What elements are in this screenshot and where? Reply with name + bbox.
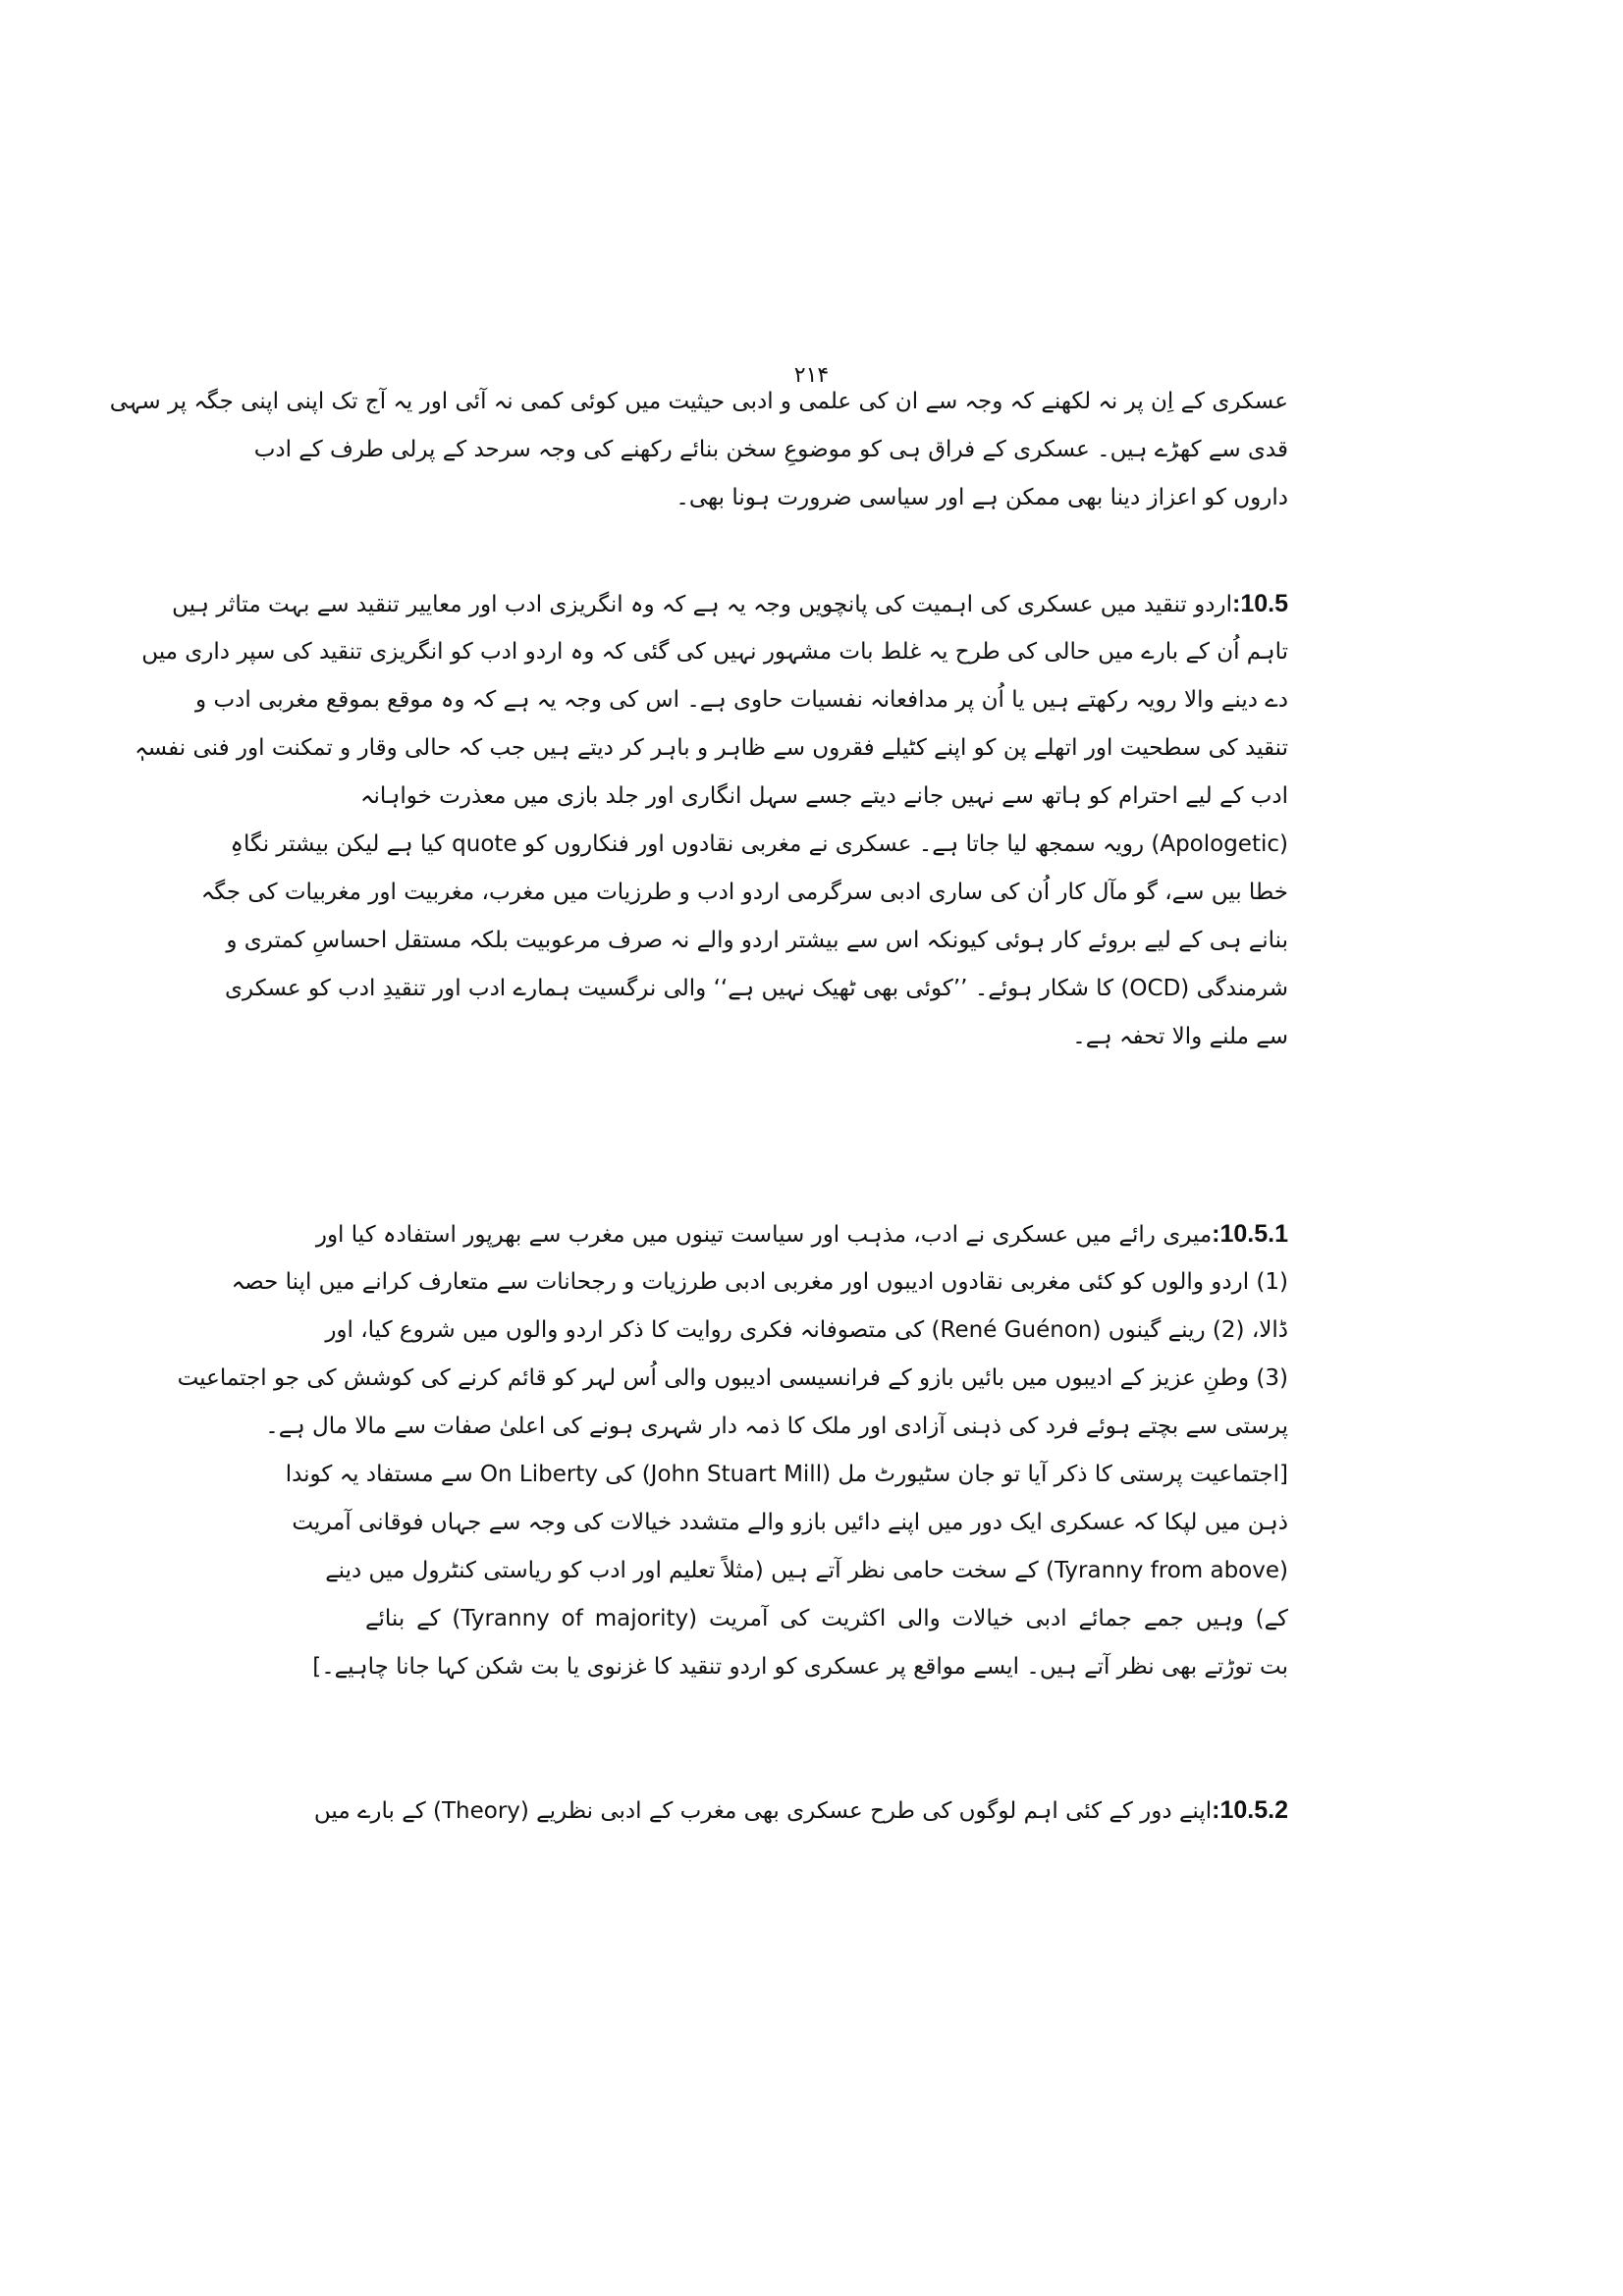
text-run: میری رائے میں عسکری نے ادب، مذہب اور سیاست تینوں میں مغرب سے بھرپور استفادہ کیا اور xyxy=(315,1222,1213,1248)
paragraph-continuation xyxy=(109,378,1288,522)
paragraph-10-5 xyxy=(135,580,1288,1061)
text-line: بنانے ہی کے لیے بروئے کار ہوئی کیونکہ اس سے بیشتر اردو والے نہ صرف مرعوبیت بلکہ مستقل احساسِ کمتری و xyxy=(226,928,1288,953)
text-line xyxy=(313,1787,1288,1835)
text-line xyxy=(172,580,1288,628)
text-line: (1) اردو والوں کو کئی مغربی نقادوں ادیبوں اور مغربی ادبی طرزیات و رجحانات سے متعارف کرانے میں اپنا حصہ xyxy=(231,1269,1288,1295)
text-line: سے ملنے والا تحفہ ہے۔ xyxy=(1072,1024,1288,1049)
text-line: شرمندگی (OCD) کا شکار ہوئے۔ ’’کوئی بھی ٹھیک نہیں ہے‘‘ والی نرگسیت ہمارے ادب اور تنقیدِ ادب کو عسکری xyxy=(225,976,1288,1001)
text-line: داروں کو اعزاز دینا بھی ممکن ہے اور سیاسی ضرورت ہونا بھی۔ xyxy=(676,485,1288,510)
text-run: اپنے دور کے کئی اہم لوگوں کی طرح عسکری بھی مغرب کے ادبی نظریے (Theory) کے بارے میں xyxy=(313,1798,1213,1824)
paragraph-number: 10.5: xyxy=(1232,590,1288,617)
text-line: بت توڑتے بھی نظر آتے ہیں۔ ایسے مواقع پر عسکری کو اردو تنقید کا غزنوی یا بت شکن کہا جانا چاہیے۔] xyxy=(312,1654,1288,1680)
text-line: (Tyranny from above) کے سخت حامی نظر آتے ہیں (مثلاً تعلیم اور ادب کو ریاستی کنٹرول میں دینے xyxy=(325,1558,1288,1583)
paragraph-number: 10.5.1: xyxy=(1212,1220,1288,1248)
text-line: (Apologetic) رویہ سمجھ لیا جاتا ہے۔ عسکری نے مغربی نقادوں اور فنکاروں کو quote کیا ہے لیکن بیشتر نگاہِ xyxy=(230,831,1288,857)
text-line: خطا بیں سے، گو مآل کار اُن کی ساری ادبی سرگرمی اردو ادب و طرزیات میں مغرب، مغربیت اور مغربیات کی جگہ xyxy=(200,880,1288,905)
text-line: عسکری کے اِن پر نہ لکھنے کہ وجہ سے ان کی علمی و ادبی حیثیت میں کوئی کمی نہ آئی اور یہ آج تک اپنی اپنی جگہ پر سہی xyxy=(109,389,1288,414)
text-line: تاہم اُن کے بارے میں حالی کی طرح یہ غلط بات مشہور نہیں کی گئی کہ وہ اردو ادب کو انگریزی تنقید کی سپر داری میں xyxy=(141,639,1288,665)
text-line: تنقید کی سطحیت اور اتھلے پن کو اپنے کٹیلے فقروں سے ظاہر و باہر کر دیتے ہیں جب کہ حالی وقار و تمکنت اور فنی نفسہٖ xyxy=(135,735,1288,761)
text-line: کے) وہیں جمے جمائے ادبی خیالات والی اکثریت کی آمریت (Tyranny of majority) کے بنائے xyxy=(365,1606,1289,1631)
page-number: ۲۱۴ xyxy=(793,363,830,388)
text-line: پرستی سے بچتے ہوئے فرد کی ذہنی آزادی اور ملک کا ذمہ دار شہری ہونے کی اعلیٰ صفات سے مالا مال ہے۔ xyxy=(265,1414,1288,1439)
paragraph-number: 10.5.2: xyxy=(1212,1796,1288,1824)
text-line: ادب کے لیے احترام کو ہاتھ سے نہیں جانے دیتے جسے سہل انگاری اور جلد بازی میں معذرت خواہانہ xyxy=(360,783,1288,809)
text-line: دے دینے والا رویہ رکھتے ہیں یا اُن پر مدافعانہ نفسیات حاوی ہے۔ اس کی وجہ یہ ہے کہ وہ موقع بموقع مغربی ادب و xyxy=(195,687,1288,713)
text-line: قدی سے کھڑے ہیں۔ عسکری کے فراق ہی کو موضوعِ سخن بنائے رکھنے کی وجہ سرحد کے پرلی طرف کے ادب xyxy=(253,437,1288,462)
text-line: [اجتماعیت پرستی کا ذکر آیا تو جان سٹیورٹ مل (John Stuart Mill) کی On Liberty سے مستفاد یہ کوندا xyxy=(285,1462,1288,1487)
text-run: اردو تنقید میں عسکری کی اہمیت کی پانچویں وجہ یہ ہے کہ وہ انگریزی ادب اور معاییر تنقید سے بہت متاثر ہیں xyxy=(172,592,1232,617)
text-line: ڈالا، (2) رینے گینوں (René Guénon) کی متصوفانہ فکری روایت کا ذکر اردو والوں میں شروع کیا، اور xyxy=(325,1317,1288,1343)
paragraph-10-5-1 xyxy=(177,1210,1289,1691)
paragraph-10-5-2 xyxy=(313,1787,1288,1835)
text-line: (3) وطنِ عزیز کے ادیبوں میں بائیں بازو کے فرانسیسی ادیبوں والی اُس لہر کو قائم کرنے کی کوشش کی جو اجتماعیت xyxy=(177,1365,1288,1391)
text-line: ذہن میں لپکا کہ عسکری ایک دور میں اپنے دائیں بازو والے متشدد خیالات کی وجہ سے جہاں فوقانی آمریت xyxy=(292,1510,1288,1535)
text-line xyxy=(315,1210,1288,1258)
